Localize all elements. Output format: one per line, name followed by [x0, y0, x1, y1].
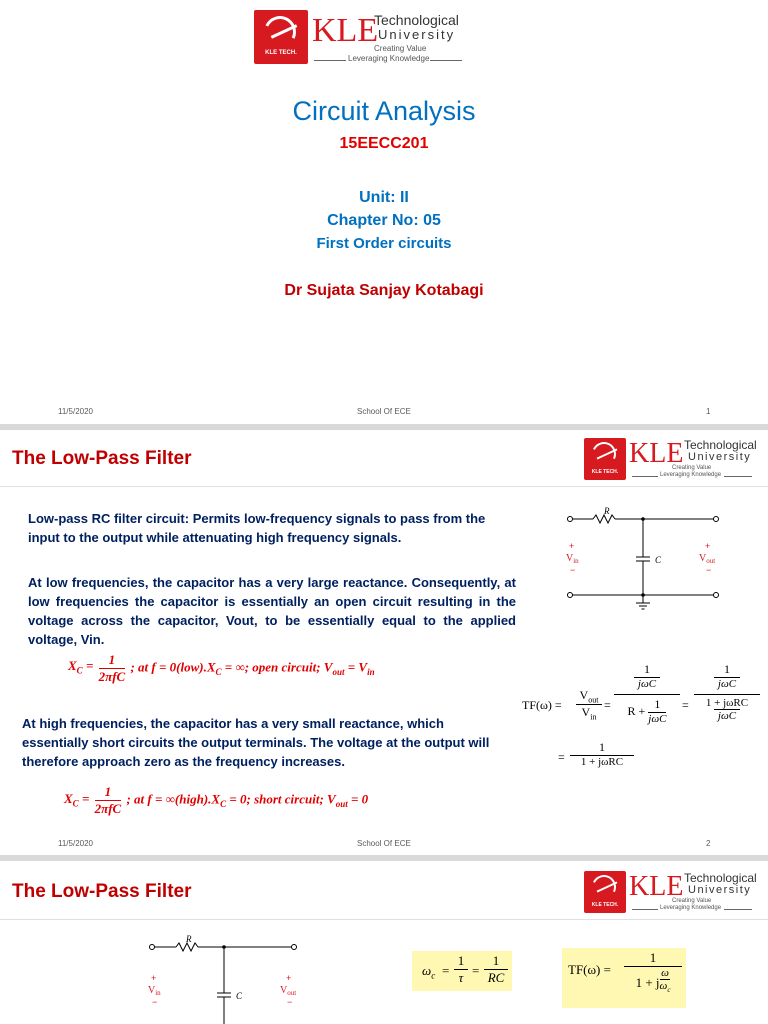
transfer-function-box: TF(ω) = 1 1 + j $\frac{\omega}{\omega_c}$	[562, 948, 686, 1008]
equation-high-frequency: $X_C$ = 1 2πfC ; at $f = \infty(high).X_C = 0$; short circuit; $V_{out} = 0$	[64, 784, 369, 816]
resistor-symbol	[593, 515, 615, 523]
kle-logo: KLE TECH. KLE Technological University Creating Value Leveraging Knowledge	[254, 10, 466, 66]
resistor-label: R	[186, 934, 192, 944]
input-terminal-top	[568, 517, 573, 522]
footer-page-number: 2	[706, 839, 711, 848]
slide-2	[0, 430, 768, 855]
topic-label: First Order circuits	[316, 235, 452, 252]
kle-badge-icon: KLE TECH.	[584, 871, 626, 913]
rc-lowpass-circuit-diagram	[560, 505, 730, 620]
resistor-symbol	[176, 943, 198, 951]
footer-school: School Of ECE	[357, 407, 411, 416]
paragraph-low-frequency: At low frequencies, the capacitor has a very large reactance. Consequently, at low frequencies the capacitor is essentially an open circuit resulting in the voltage across the capacitor, Vout, to be essentially equal to the applied voltage, Vin.	[28, 575, 516, 647]
footer-page-number: 1	[706, 407, 711, 416]
unit-label: Unit: II	[359, 189, 409, 206]
capacitor-label: C	[236, 991, 243, 1001]
slide-1	[0, 0, 768, 424]
chapter-label: Chapter No: 05	[327, 212, 441, 229]
footer-school: School Of ECE	[357, 839, 411, 848]
footer-date: 11/5/2020	[58, 839, 93, 848]
output-terminal-top	[714, 517, 719, 522]
vin-label: $V_{in}$	[566, 553, 579, 565]
vout-label: $V_{out}$	[699, 553, 716, 565]
vout-label: $V_{out}$	[280, 985, 297, 997]
output-terminal-bottom	[714, 593, 719, 598]
transfer-function-equation: TF(ω) = $V_{out}$ $V_{in}$ = 1 jωC R + 1 jωC = 1 jωC 1 + jωRC jωC = 1 1 + jωRC	[522, 662, 762, 774]
course-code: 15EECC201	[339, 135, 429, 152]
kle-badge-icon: KLE TECH.	[254, 10, 308, 64]
kle-logo: KLE TECH. KLE Technological University Creating Value Leveraging Knowledge	[584, 871, 762, 915]
cutoff-frequency-equation: $\omega_c$ = 1 τ = 1 RC	[412, 951, 512, 991]
rc-lowpass-circuit-diagram	[140, 933, 310, 1024]
header-divider	[0, 486, 768, 487]
vout-plus-sign: +	[705, 541, 711, 551]
presentation-title: Circuit Analysis	[292, 96, 476, 126]
kle-logo: KLE TECH. KLE Technological University Creating Value Leveraging Knowledge	[584, 438, 762, 482]
header-divider	[0, 919, 768, 920]
input-terminal-bottom	[568, 593, 573, 598]
vin-minus-sign: −	[152, 997, 158, 1007]
vout-plus-sign: +	[286, 973, 292, 983]
vin-plus-sign: +	[569, 541, 575, 551]
resistor-label: R	[604, 506, 610, 516]
slide-title: The Low-Pass Filter	[12, 448, 192, 469]
vin-plus-sign: +	[151, 973, 157, 983]
author-name: Dr Sujata Sanjay Kotabagi	[284, 282, 484, 299]
equation-low-frequency: $X_C$ = 1 2πfC ; at $f = 0(low).X_C$ = ∞; open circuit; $V_{out} = V_{in}$	[68, 652, 375, 684]
vin-label: $V_{in}$	[148, 985, 161, 997]
vout-minus-sign: −	[706, 565, 712, 575]
paragraph-intro: Low-pass RC filter circuit: Permits low-frequency signals to pass from the input to the output while attenuating high frequency signals.	[28, 511, 486, 545]
vout-minus-sign: −	[287, 997, 293, 1007]
vin-minus-sign: −	[570, 565, 576, 575]
paragraph-high-frequency: At high frequencies, the capacitor has a very small reactance, which essentially short circuits the output terminals. The voltage at the output will therefore approach zero as the frequency increases.	[22, 716, 490, 769]
slide-title: The Low-Pass Filter	[12, 881, 192, 902]
footer-date: 11/5/2020	[58, 407, 93, 416]
capacitor-label: C	[655, 555, 662, 565]
kle-badge-icon: KLE TECH.	[584, 438, 626, 480]
slide-3	[0, 861, 768, 1024]
